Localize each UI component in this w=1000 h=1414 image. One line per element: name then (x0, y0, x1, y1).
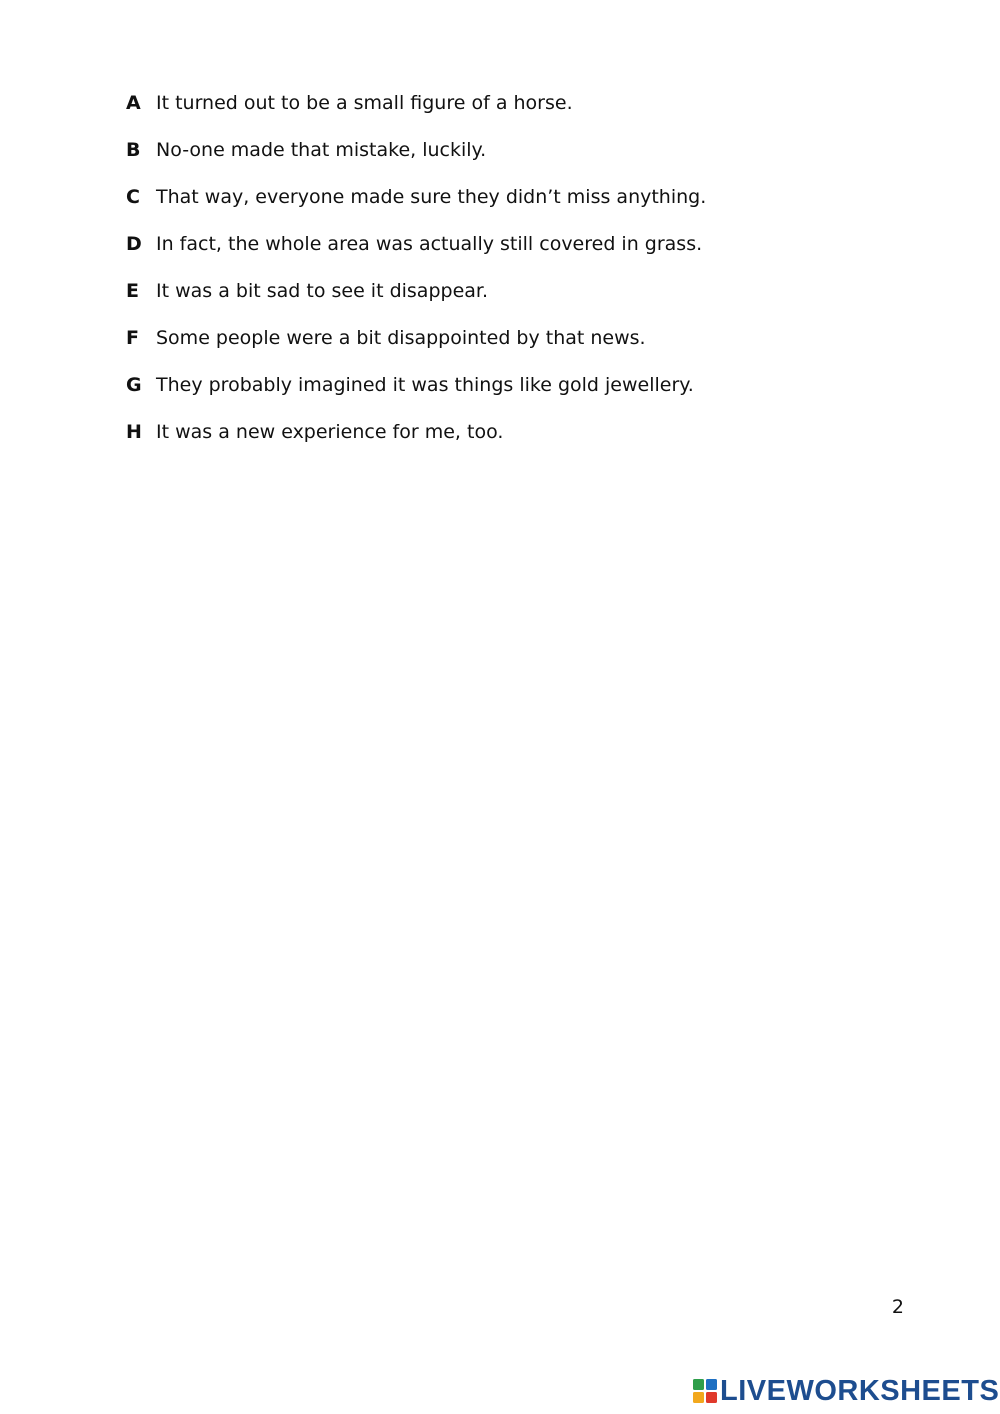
option-text: It was a bit sad to see it disappear. (156, 280, 489, 302)
option-g (126, 374, 886, 421)
option-letter: H (126, 421, 142, 443)
logo-square-blue (706, 1379, 717, 1390)
liveworksheets-logo-icon (693, 1379, 717, 1403)
option-letter: A (126, 92, 141, 114)
option-b (126, 139, 886, 186)
option-letter: E (126, 280, 139, 302)
option-text: Some people were a bit disappointed by that news. (156, 327, 646, 349)
option-text: They probably imagined it was things like gold jewellery. (156, 374, 694, 396)
option-letter: B (126, 139, 141, 161)
answer-options-list (126, 92, 886, 468)
option-text: It turned out to be a small figure of a horse. (156, 92, 573, 114)
logo-square-yellow (693, 1392, 704, 1403)
option-c (126, 186, 886, 233)
option-d (126, 233, 886, 280)
logo-square-green (693, 1379, 704, 1390)
logo-square-red (706, 1392, 717, 1403)
liveworksheets-logo[interactable] (693, 1373, 999, 1409)
page-number: 2 (891, 1296, 904, 1318)
option-text: No-one made that mistake, luckily. (156, 139, 487, 161)
option-letter: F (126, 327, 139, 349)
option-text: That way, everyone made sure they didn’t miss anything. (156, 186, 707, 208)
option-f (126, 327, 886, 374)
option-letter: D (126, 233, 142, 255)
brand-name: LIVEWORKSHEETS (720, 1374, 1000, 1407)
option-text: It was a new experience for me, too. (156, 421, 504, 443)
option-e (126, 280, 886, 327)
option-letter: G (126, 374, 142, 396)
option-a (126, 92, 886, 139)
option-letter: C (126, 186, 140, 208)
option-text: In fact, the whole area was actually still covered in grass. (156, 233, 703, 255)
option-h (126, 421, 886, 468)
